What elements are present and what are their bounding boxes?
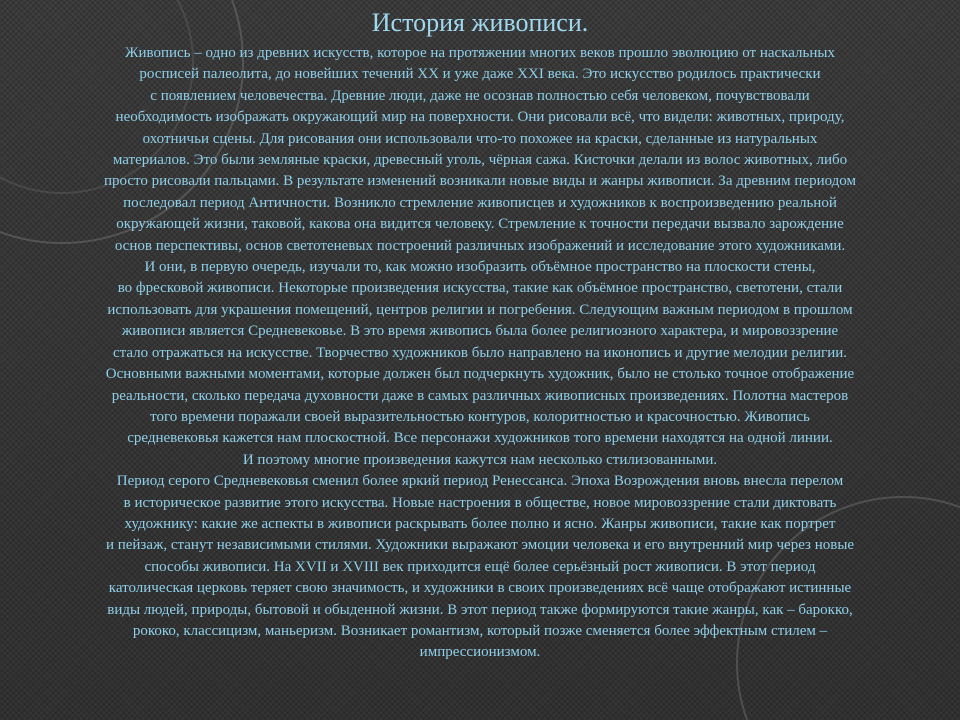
- text-line: художнику: какие же аспекты в живописи раскрывать более полно и ясно. Жанры живописи, такие как портрет: [124, 515, 836, 532]
- text-line: и пейзаж, станут независимыми стилями. Художники выражают эмоции человека и его внутренний мир через новые: [105, 537, 855, 554]
- text-line: основ перспективы, основ светотеневых построений различных изображений и исследование этого художниками.: [114, 237, 846, 254]
- text-line: окружающей жизни, таковой, какова она видится человеку. Стремление к точности передачи вызвало зарождение: [116, 216, 844, 233]
- text-line: просто рисовали пальцами. В результате изменений возникали новые виды и жанры живописи. За древним периодом: [103, 173, 857, 190]
- text-line: охотничьи сцены. Для рисования они использовали что-то похожее на краски, сделанные из натуральных: [142, 130, 818, 147]
- text-line: способы живописи. На XVII и XVIII век приходится ещё более серьёзный рост живописи. В этот период: [144, 558, 816, 575]
- text-line: реальности, сколько передача духовности даже в самых различных живописных произведениях. Полотна мастеров: [111, 387, 849, 404]
- text-line: виды людей, природы, бытовой и обыденной жизни. В этот период также формируются такие жанры, как – барокко,: [107, 601, 853, 618]
- text-line: в историческое развитие этого искусства. Новые настроения в обществе, новое мировоззрение стали диктовать: [123, 494, 837, 511]
- text-line: Период серого Средневековья сменил более яркий период Ренессанса. Эпоха Возрождения вновь внесла перелом: [116, 473, 844, 490]
- text-line: использовать для украшения помещений, центров религии и погребения. Следующим важным периодом в прошлом: [107, 301, 853, 318]
- text-line: средневековья кажется нам плоскостной. Все персонажи художников того времени находятся на одной линии.: [127, 430, 833, 447]
- slide-body-text: [6, 43, 954, 664]
- text-line: рококо, классицизм, маньеризм. Возникает романтизм, который позже сменяется более эффектным стилем –: [132, 622, 828, 639]
- text-line: стало отражаться на искусстве. Творчество художников было направлено на иконопись и другие мелодии религии.: [112, 344, 848, 361]
- text-line: живописи является Средневековье. В это время живопись была более религиозного характера, и мировоззрение: [121, 323, 839, 340]
- text-line: Основными важными моментами, которые должен был подчеркнуть художник, было не столько точное отображение: [105, 366, 855, 383]
- text-line: необходимость изображать окружающий мир на поверхности. Они рисовали всё, что видели: животных, природу,: [115, 109, 845, 126]
- slide-title: История живописи.: [371, 8, 589, 37]
- text-line: И поэтому многие произведения кажутся нам несколько стилизованными.: [242, 451, 718, 468]
- text-line: импрессионизмом.: [419, 644, 541, 661]
- text-line: материалов. Это были земляные краски, древесный уголь, чёрная сажа. Кисточки делали из волос животных, либо: [112, 152, 848, 169]
- text-line: с появлением человечества. Древние люди, даже не осознав полностью себя человеком, почувствовали: [150, 87, 810, 104]
- text-line: росписей палеолита, до новейших течений XX и уже даже XXI века. Это искусство родилось практически: [139, 66, 821, 83]
- text-line: католическая церковь теряет свою значимость, и художники в своих произведениях всё чаще отображают истинные: [108, 580, 852, 597]
- text-line: того времени поражали своей выразительностью контуров, колоритностью и красочностью. Живопись: [150, 408, 810, 425]
- text-line: Живопись – одно из древних искусств, которое на протяжении многих веков прошло эволюцию от наскальных: [125, 45, 835, 61]
- text-line: последовал период Античности. Возникло стремление живописцев и художников к воспроизведению реальной: [123, 194, 837, 211]
- text-line: И они, в первую очередь, изучали то, как можно изобразить объёмное пространство на плоскости стены,: [144, 259, 816, 276]
- text-line: во фресковой живописи. Некоторые произведения искусства, такие как объёмное пространство, светотени, стали: [117, 280, 843, 297]
